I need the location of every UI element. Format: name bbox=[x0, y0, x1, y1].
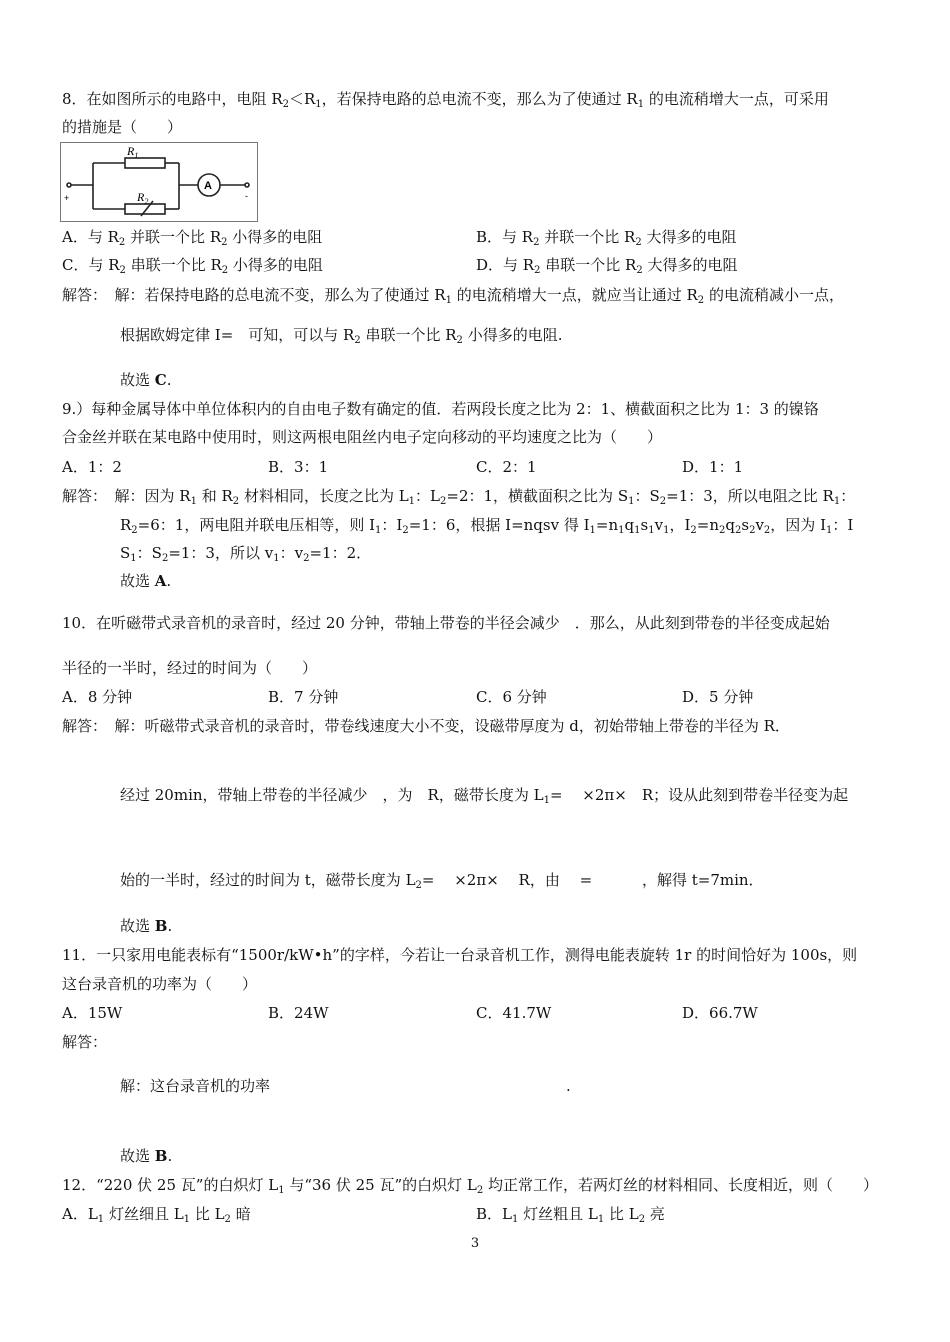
q8-stem-line2: 的措施是（ ） bbox=[62, 118, 183, 136]
q11-answer-line1: 解：这台录音机的功率 bbox=[120, 1077, 271, 1095]
q9-stem: 9.）每种金属导体中单位体积内的自由电子数有确定的值．若两段长度之比为 2：1、横截面积之比为 1：3 的镍铬 bbox=[62, 400, 819, 418]
minus-label: - bbox=[245, 191, 248, 201]
q8-option-b: B．与 $R_2$ 并联一个比 $R_2$ 大得多的电阻 bbox=[476, 228, 737, 248]
q10-option-b: B．7 分钟 bbox=[268, 688, 339, 706]
q9-answer-line3: $S_1$：$S_2=1$：3，所以 $v_1$：$v_2=1$：2． bbox=[120, 544, 372, 564]
q9-option-a: A．1：2 bbox=[62, 458, 122, 476]
q8-option-d: D．与 $R_2$ 串联一个比 $R_2$ 大得多的电阻 bbox=[476, 256, 738, 276]
q10-stem-line2: 半径的一半时，经过的时间为（ ） bbox=[62, 659, 318, 677]
circuit-svg bbox=[61, 143, 257, 221]
q10-answer-line2: 经过 20min，带轴上带卷的半径减少 ，为 R，磁带长度为 $L_1=$ ×2π× R；设从此刻到带卷半径变为起 bbox=[120, 786, 849, 806]
q11-answer-period: . bbox=[566, 1077, 571, 1095]
q8-choice: 故选 C. bbox=[120, 371, 172, 389]
plus-label: + bbox=[64, 193, 70, 203]
q11-option-b: B．24W bbox=[268, 1004, 329, 1022]
q11-option-d: D．66.7W bbox=[682, 1004, 758, 1022]
q9-option-b: B．3：1 bbox=[268, 458, 329, 476]
q9-stem-line2: 合金丝并联在某电路中使用时，则这两根电阻丝内电子定向移动的平均速度之比为（ ） bbox=[62, 428, 663, 446]
q8-answer-line1: 解答： 解：若保持电路的总电流不变，那么为了使通过 $R_1$ 的电流稍增大一点，就应当让通过 $R_2$ 的电流稍减小一点， bbox=[62, 286, 844, 306]
q8-option-a: A．与 $R_2$ 并联一个比 $R_2$ 小得多的电阻 bbox=[62, 228, 323, 248]
q10-answer-line3: 始的一半时，经过的时间为 t，磁带长度为 $L_2=$ ×2π× R，由 = ，解得 t=7min． bbox=[120, 871, 764, 891]
q8-option-c: C．与 $R_2$ 串联一个比 $R_2$ 小得多的电阻 bbox=[62, 256, 323, 276]
q11-answer-label: 解答： bbox=[62, 1033, 108, 1051]
q11-option-a: A．15W bbox=[62, 1004, 123, 1022]
q11-option-c: C．41.7W bbox=[476, 1004, 552, 1022]
q10-option-c: C．6 分钟 bbox=[476, 688, 547, 706]
q11-choice: 故选 B. bbox=[120, 1147, 173, 1165]
q11-stem: 11．一只家用电能表标有“1500r/kW•h”的字样，今若让一台录音机工作，测得电能表旋转 1r 的时间恰好为 100s，则 bbox=[62, 946, 858, 964]
q9-answer-line1: 解答： 解：因为 $R_1$ 和 $R_2$ 材料相同，长度之比为 $L_1$：$L_2=2$：1，横截面积之比为 $S_1$：$S_2=1$：3，所以电阻之比 $R_1$： bbox=[62, 487, 856, 507]
q11-stem-line2: 这台录音机的功率为（ ） bbox=[62, 975, 258, 993]
q9-option-d: D．1：1 bbox=[682, 458, 744, 476]
q8-stem: 8．在如图所示的电路中，电阻 $R_2<R_1$，若保持电路的总电流不变，那么为了使通过 $R_1$ 的电流稍增大一点，可采用 bbox=[62, 90, 829, 110]
page-number: 3 bbox=[470, 1236, 480, 1251]
circuit-diagram bbox=[60, 142, 258, 222]
q10-answer-line1: 解答： 解：听磁带式录音机的录音时，带卷线速度大小不变，设磁带厚度为 d，初始带轴上带卷的半径为 R． bbox=[62, 717, 790, 735]
r2-label: $R_2$ bbox=[137, 190, 149, 206]
q12-option-a: A．$L_1$ 灯丝细且 $L_1$ 比 $L_2$ 暗 bbox=[62, 1205, 251, 1225]
q10-stem: 10．在听磁带式录音机的录音时，经过 20 分钟，带轴上带卷的半径会减少 ．那么，从此刻到带卷的半径变成起始 bbox=[62, 614, 830, 632]
q12-stem: 12．“220 伏 25 瓦”的白炽灯 $L_1$ 与“36 伏 25 瓦”的白炽灯 $L_2$ 均正常工作，若两灯丝的材料相同、长度相近，则（ ） bbox=[62, 1176, 879, 1196]
q10-option-d: D．5 分钟 bbox=[682, 688, 754, 706]
ammeter-label: A bbox=[204, 180, 212, 192]
q9-answer-line2: $R_2=6$：1，两电阻并联电压相等，则 $I_1$：$I_2=1$：6，根据 I=nqsv 得 $I_1=n_1q_1s_1v_1$，$I_2=n_2q_2s_2v_2$，因为 $I_1$：I bbox=[120, 516, 854, 536]
q10-option-a: A．8 分钟 bbox=[62, 688, 133, 706]
q10-choice: 故选 B. bbox=[120, 917, 173, 935]
q12-option-b: B．$L_1$ 灯丝粗且 $L_1$ 比 $L_2$ 亮 bbox=[476, 1205, 665, 1225]
q9-choice: 故选 A. bbox=[120, 572, 172, 590]
r1-label: $R_1$ bbox=[127, 144, 139, 160]
q9-option-c: C．2：1 bbox=[476, 458, 537, 476]
q8-answer-line2: 根据欧姆定律 I= 可知，可以与 $R_2$ 串联一个比 $R_2$ 小得多的电阻. bbox=[120, 326, 563, 346]
